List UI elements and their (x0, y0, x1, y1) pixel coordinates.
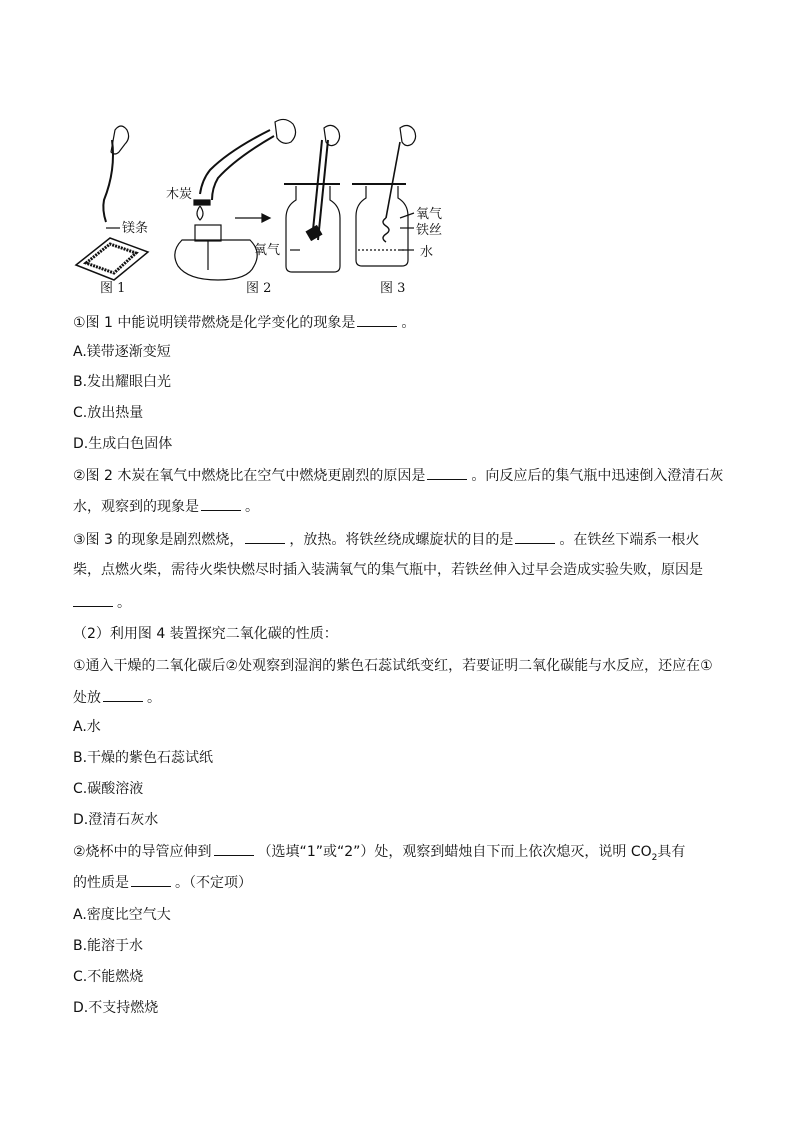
part-2-option-a: A.水 (73, 719, 101, 735)
iron-wire-label: 铁丝 (416, 223, 443, 238)
answer-blank[interactable] (73, 592, 113, 607)
figure-3-label: 图 3 (380, 281, 406, 296)
option-c: C.放出热量 (73, 405, 144, 421)
part-2-question-2-line-1: ②烧杯中的导管应伸到 （选填“1”或“2”）处，观察到蜡烛自下而上依次熄灭，说明 $CO_2$具有 (73, 841, 685, 868)
part-2-q2-option-c: C.不能燃烧 (73, 969, 144, 985)
oxygen-label-fig3: 氧气 (416, 207, 443, 222)
figure-1-label: 图 1 (100, 281, 126, 296)
answer-blank[interactable] (201, 496, 241, 511)
question-1-stem: ①图 1 中能说明镁带燃烧是化学变化的现象是 。 (73, 312, 415, 333)
question-3-line-2: 柴，点燃火柴，需待火柴快燃尽时插入装满氧气的集气瓶中，若铁丝伸入过早会造成实验失败，原因是 (73, 562, 703, 578)
part-2-q2-option-b: B.能溶于水 (73, 938, 144, 954)
part-2-q2-option-d: D.不支持燃烧 (73, 1000, 159, 1016)
experiment-figures (70, 100, 470, 300)
part-2-option-c: C.碳酸溶液 (73, 781, 144, 797)
question-2-line-2: 水，观察到的现象是 。 (73, 496, 259, 517)
option-a: A.镁带逐渐变短 (73, 344, 171, 360)
part-2-q2-option-a: A.密度比空气大 (73, 907, 171, 923)
part-2-question-2-line-2: 的性质是 。（不定项） (73, 872, 252, 893)
option-b: B.发出耀眼白光 (73, 374, 172, 390)
question-2-line-1: ②图 2 木炭在氧气中燃烧比在空气中燃烧更剧烈的原因是 。向反应后的集气瓶中迅速倒入澄清石灰 (73, 465, 723, 486)
answer-blank[interactable] (515, 529, 555, 544)
oxygen-label-fig2: 氧气 (254, 243, 281, 258)
part-2-question-1-line-2: 处放 。 (73, 687, 161, 708)
answer-blank[interactable] (214, 841, 254, 856)
option-d: D.生成白色固体 (73, 436, 173, 452)
water-label: 水 (420, 245, 434, 260)
part-2-heading: （2）利用图 4 装置探究二氧化碳的性质： (73, 626, 338, 642)
question-3-line-3: 。 (73, 592, 131, 613)
answer-blank[interactable] (245, 529, 285, 544)
figure-2-label: 图 2 (246, 281, 272, 296)
answer-blank[interactable] (103, 687, 143, 702)
answer-blank[interactable] (357, 312, 397, 327)
magnesium-label: 镁条 (122, 221, 149, 236)
answer-blank[interactable] (131, 872, 171, 887)
answer-blank[interactable] (427, 465, 467, 480)
part-2-question-1-line-1: ①通入干燥的二氧化碳后②处观察到湿润的紫色石蕊试纸变红，若要证明二氧化碳能与水反应，还应在① (73, 658, 713, 674)
figure-3-illustration (352, 125, 416, 266)
question-3-line-1: ③图 3 的现象是剧烈燃烧， ，放热。将铁丝绕成螺旋状的目的是 。在铁丝下端系一根火 (73, 529, 699, 550)
figure-1-illustration (76, 126, 148, 280)
part-2-option-b: B.干燥的紫色石蕊试纸 (73, 750, 214, 766)
charcoal-label: 木炭 (166, 187, 193, 202)
part-2-option-d: D.澄清石灰水 (73, 812, 159, 828)
